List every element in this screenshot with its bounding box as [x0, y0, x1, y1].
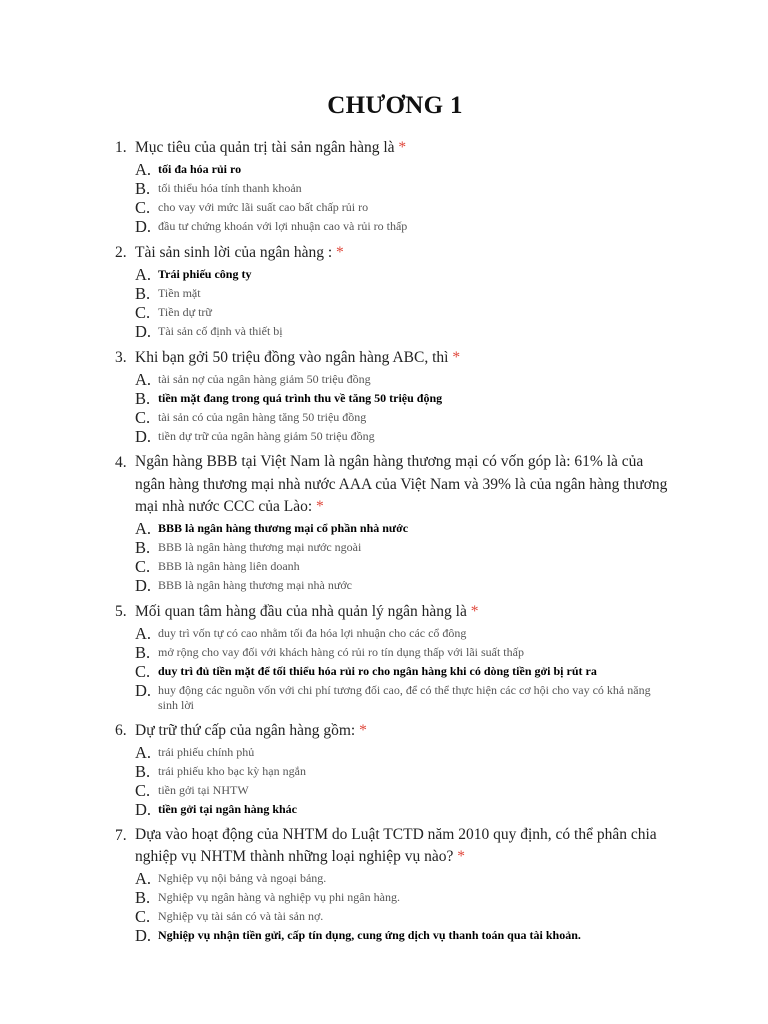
answer-option-c[interactable] — [135, 557, 672, 576]
option-text: Tiền mặt — [158, 286, 201, 300]
answer-option-b[interactable] — [135, 179, 672, 198]
option-text: tiền gởi tại NHTW — [158, 782, 249, 797]
option-letter: A. — [135, 742, 152, 762]
question-text — [135, 719, 672, 743]
question-number: 3. — [115, 349, 127, 366]
question-label: Tài sản sinh lời của ngân hàng : — [135, 244, 333, 261]
option-letter: B. — [135, 537, 151, 557]
question-label: Dựa vào hoạt động của NHTM do Luật TCTD năm 2010 quy định, có thể phân chia nghiệp vụ NHTM thành những loại nghiệp vụ nào? — [135, 825, 657, 865]
answer-option-d[interactable] — [135, 427, 672, 446]
answer-options — [135, 160, 672, 236]
option-text: tối thiểu hóa tính thanh khoản — [158, 181, 302, 195]
answer-option-a[interactable] — [135, 624, 672, 643]
question-number: 7. — [115, 826, 127, 844]
option-text: Tiền dự trữ — [158, 305, 212, 319]
option-letter: C. — [135, 408, 151, 427]
option-text: đầu tư chứng khoán với lợi nhuận cao và rủi ro thấp — [158, 219, 408, 233]
answer-option-a[interactable] — [135, 265, 672, 284]
option-text: mở rộng cho vay đối với khách hàng có rủi ro tín dụng thấp với lãi suất thấp — [158, 644, 524, 659]
option-text: BBB là ngân hàng thương mại nước ngoài — [158, 539, 362, 554]
option-letter: B. — [135, 887, 151, 907]
answer-option-d[interactable] — [135, 576, 672, 595]
answer-option-a[interactable] — [135, 370, 672, 389]
answer-option-d[interactable] — [135, 217, 672, 236]
option-letter: C. — [135, 780, 151, 800]
question-text — [135, 451, 672, 519]
required-asterisk: * — [470, 602, 479, 620]
option-text: duy trì đủ tiền mặt để tối thiểu hóa rủi ro cho ngân hàng khi có dòng tiền gởi bị rút ra — [158, 663, 597, 678]
option-text: Nghiệp vụ nhận tiền gửi, cấp tín dụng, cung ứng dịch vụ thanh toán qua tài khoản. — [158, 927, 581, 942]
option-letter: C. — [135, 198, 151, 217]
option-letter: C. — [135, 556, 151, 576]
answer-options — [135, 743, 672, 819]
option-letter: B. — [135, 761, 151, 781]
answer-option-c[interactable] — [135, 408, 672, 427]
answer-option-a[interactable] — [135, 869, 672, 888]
option-letter: B. — [135, 642, 151, 662]
answer-option-b[interactable] — [135, 762, 672, 781]
option-text: Nghiệp vụ ngân hàng và nghiệp vụ phi ngân hàng. — [158, 889, 400, 904]
option-text: tối đa hóa rủi ro — [158, 162, 242, 176]
required-asterisk: * — [398, 139, 407, 156]
option-letter: A. — [135, 868, 152, 888]
option-text: trái phiếu chính phủ — [158, 744, 255, 759]
option-text: Trái phiếu công ty — [158, 267, 252, 281]
answer-option-b[interactable] — [135, 888, 672, 907]
option-letter: A. — [135, 160, 152, 179]
question-label: Ngân hàng BBB tại Việt Nam là ngân hàng thương mại có vốn góp là: 61% là của ngân hàng thương mại nhà nước AAA của Việt Nam và 39% là của ngân hàng thương mại nhà nước CCC của Lào: — [135, 453, 668, 515]
option-letter: A. — [135, 370, 152, 389]
question-number: 5. — [115, 602, 127, 620]
question-number: 2. — [115, 244, 127, 261]
option-letter: D. — [135, 217, 152, 236]
option-letter: A. — [135, 265, 152, 284]
option-letter: B. — [135, 284, 151, 303]
question-label: Mối quan tâm hàng đầu của nhà quản lý ngân hàng là — [135, 602, 467, 620]
option-letter: A. — [135, 623, 152, 643]
answer-option-b[interactable] — [135, 643, 672, 662]
question-text — [135, 241, 672, 265]
question-item — [112, 600, 672, 714]
answer-option-d[interactable] — [135, 322, 672, 341]
answer-option-d[interactable] — [135, 681, 672, 714]
option-text: Tài sản cố định và thiết bị — [158, 324, 283, 338]
required-asterisk: * — [452, 349, 461, 366]
option-text: cho vay với mức lãi suất cao bất chấp rủi ro — [158, 200, 369, 214]
question-list — [112, 136, 672, 945]
required-asterisk: * — [316, 498, 324, 515]
option-text: BBB là ngân hàng thương mại cổ phần nhà nước — [158, 520, 409, 535]
option-letter: D. — [135, 799, 152, 819]
answer-options — [135, 265, 672, 341]
option-text: Nghiệp vụ nội bảng và ngoại bảng. — [158, 870, 327, 885]
question-label: Mục tiêu của quản trị tài sản ngân hàng là — [135, 139, 395, 156]
answer-option-a[interactable] — [135, 743, 672, 762]
option-letter: D. — [135, 680, 152, 700]
question-text — [135, 346, 672, 370]
answer-option-d[interactable] — [135, 800, 672, 819]
question-item — [112, 241, 672, 341]
answer-option-b[interactable] — [135, 389, 672, 408]
option-letter: C. — [135, 661, 151, 681]
answer-option-c[interactable] — [135, 198, 672, 217]
option-letter: D. — [135, 322, 152, 341]
answer-option-c[interactable] — [135, 781, 672, 800]
option-letter: D. — [135, 575, 152, 595]
option-text: tiền dự trữ của ngân hàng giảm 50 triệu đồng — [158, 429, 375, 443]
answer-option-a[interactable] — [135, 160, 672, 179]
question-text — [135, 136, 672, 160]
required-asterisk: * — [359, 721, 367, 739]
question-item — [112, 451, 672, 595]
option-text: Nghiệp vụ tài sản có và tài sản nợ. — [158, 908, 324, 923]
chapter-title: CHƯƠNG 1 — [327, 92, 463, 119]
question-text — [135, 824, 672, 869]
option-letter: D. — [135, 925, 152, 945]
option-text: tiền gởi tại ngân hàng khác — [158, 801, 298, 816]
answer-options — [135, 624, 672, 714]
answer-options — [135, 370, 672, 446]
option-letter: B. — [135, 179, 151, 198]
option-text: huy động các nguồn vốn với chi phí tương đối cao, để có thể thực hiện các cơ hội cho vay có khả năng sinh lời — [158, 682, 651, 712]
question-label: Dự trữ thứ cấp của ngân hàng gồm: — [135, 721, 356, 739]
question-number: 6. — [115, 721, 127, 739]
option-text: tài sản nợ của ngân hàng giảm 50 triệu đồng — [158, 372, 371, 386]
option-text: BBB là ngân hàng liên doanh — [158, 558, 300, 573]
answer-option-b[interactable] — [135, 284, 672, 303]
question-number: 4. — [115, 454, 127, 471]
option-text: duy trì vốn tự có cao nhằm tối đa hóa lợi nhuận cho các cổ đông — [158, 625, 467, 640]
question-item — [112, 824, 672, 945]
option-letter: C. — [135, 303, 151, 322]
question-item — [112, 346, 672, 446]
option-letter: B. — [135, 389, 151, 408]
question-number: 1. — [115, 139, 127, 156]
question-text — [135, 600, 672, 624]
option-letter: A. — [135, 518, 152, 538]
answer-option-a[interactable] — [135, 519, 672, 538]
question-label: Khi bạn gởi 50 triệu đồng vào ngân hàng ABC, thì — [135, 349, 449, 366]
option-letter: C. — [135, 906, 151, 926]
answer-options — [135, 519, 672, 595]
answer-option-d[interactable] — [135, 926, 672, 945]
option-text: tài sản có của ngân hàng tăng 50 triệu đồng — [158, 410, 367, 424]
option-letter: D. — [135, 427, 152, 446]
required-asterisk: * — [457, 848, 465, 865]
question-item — [112, 136, 672, 236]
answer-option-c[interactable] — [135, 907, 672, 926]
required-asterisk: * — [336, 244, 344, 261]
answer-options — [135, 869, 672, 945]
option-text: tiền mặt đang trong quá trình thu về tăng 50 triệu động — [158, 391, 443, 405]
option-text: BBB là ngân hàng thương mại nhà nước — [158, 577, 353, 592]
answer-option-b[interactable] — [135, 538, 672, 557]
question-item — [112, 719, 672, 819]
answer-option-c[interactable] — [135, 662, 672, 681]
answer-option-c[interactable] — [135, 303, 672, 322]
option-text: trái phiếu kho bạc kỳ hạn ngắn — [158, 763, 306, 778]
